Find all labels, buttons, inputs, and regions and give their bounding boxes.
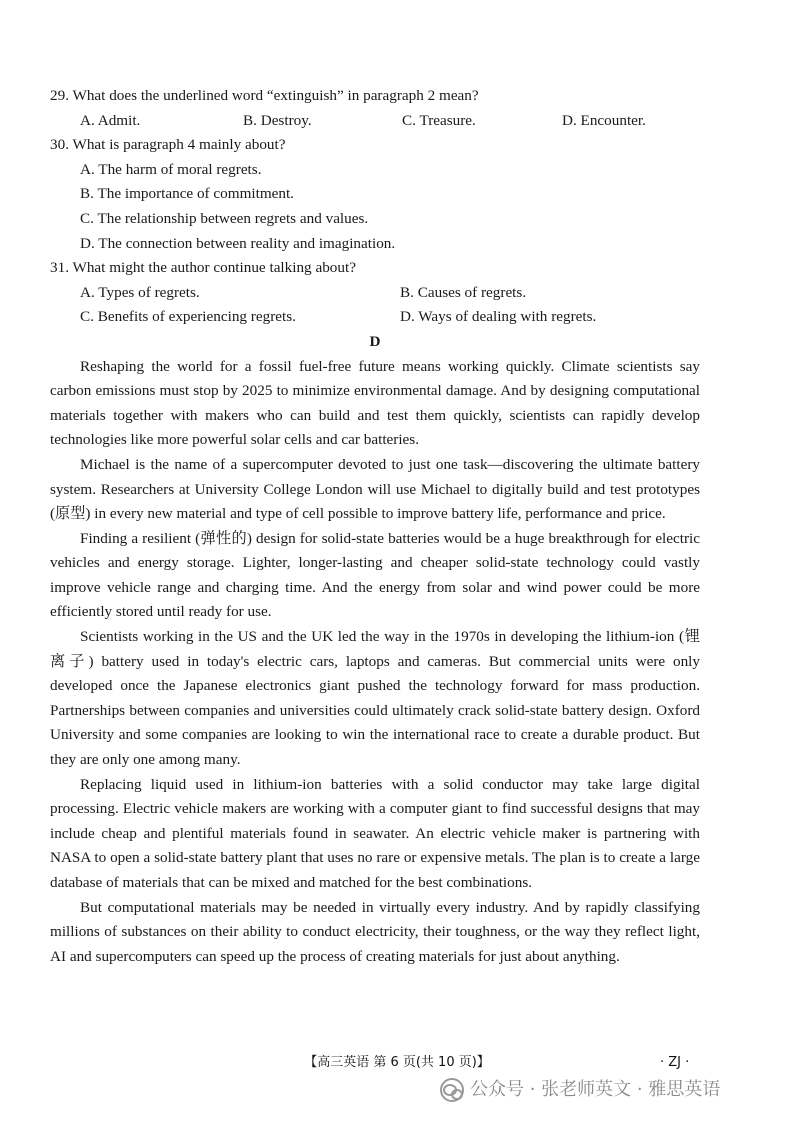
question-31-options-row-1	[50, 281, 700, 306]
q29-option-a: A. Admit.	[80, 111, 141, 129]
passage-paragraph-1: Reshaping the world for a fossil fuel-free future means working quickly. Climate scientists say carbon emissions must stop by 2025 to minimize environmental damage. And by designing computational materials together with makers who can build and test them quickly, scientists can rapidly develop technologies like more powerful solar cells and car batteries.	[50, 357, 700, 449]
q29-option-b: B. Destroy.	[243, 111, 312, 129]
q30-option-d: D. The connection between reality and imagination.	[80, 234, 396, 252]
passage-paragraph-5: Replacing liquid used in lithium-ion batteries with a solid conductor may take large digital processing. Electric vehicle makers are working with a computer giant to find successful designs that may include cheap and plentiful materials found in seawater. An electric vehicle maker is partnering with NASA to open a solid-state battery plant that uses no rare or expensive metals. The plan is to create a large database of materials that can be mixed and matched for the best combinations.	[50, 775, 700, 891]
q30-option-b: B. The importance of commitment.	[80, 185, 294, 203]
passage-paragraph-2: Michael is the name of a supercomputer devoted to just one task—discovering the ultimate battery system. Researchers at University College London will use Michael to digitally build and test prototypes (原型) in every new material and type of cell possible to improve battery life, performance and price.	[50, 455, 700, 523]
section-label: D	[369, 332, 381, 350]
footer-code: · ZJ ·	[660, 1055, 690, 1070]
passage-paragraph-4: Scientists working in the US and the UK led the way in the 1970s in developing the lithium-ion (锂离子) battery used in today's electric cars, laptops and cameras. But commercial units were only developed once the Japanese electronics giant pushed the technology forward for mass production. Partnerships between companies and universities could ultimately crack solid-state battery design. Oxford University and some companies are looking to win the international race to create a durable product. But they are only one among many.	[50, 628, 700, 769]
q31-option-c: C. Benefits of experiencing regrets.	[80, 308, 296, 326]
passage-paragraph-6: But computational materials may be needed in virtually every industry. And by rapidly classifying millions of substances on their ability to conduct electricity, their toughness, or the way they reflect light, AI and supercomputers can speed up the process of creating materials for just about anything.	[50, 898, 700, 965]
question-29-options	[50, 109, 700, 134]
q31-option-a: A. Types of regrets.	[80, 283, 200, 301]
watermark	[440, 1078, 720, 1103]
wechat-icon	[440, 1078, 464, 1102]
q31-option-b: B. Causes of regrets.	[400, 283, 527, 301]
page-content	[50, 84, 700, 969]
passage-paragraph-3: Finding a resilient (弹性的) design for solid-state batteries would be a huge breakthrough for electric vehicles and energy storage. Lighter, longer-lasting and cheaper solid-state technology could vastly improve vehicle range and charging time. And the energy from solar and wind power could be more efficiently stored until ready for use.	[50, 529, 700, 621]
page-footer: 【高三英语 第 6 页(共 10 页)】	[304, 1055, 490, 1070]
q30-option-a: A. The harm of moral regrets.	[80, 160, 262, 178]
question-31-stem: 31. What might the author continue talking about?	[50, 259, 356, 277]
question-30-stem: 30. What is paragraph 4 mainly about?	[50, 136, 286, 154]
q31-option-d: D. Ways of dealing with regrets.	[400, 308, 597, 326]
q29-option-d: D. Encounter.	[562, 111, 646, 129]
watermark-text: 公众号 · 张老师英文 · 雅思英语	[470, 1079, 721, 1100]
question-31-options-row-2	[50, 305, 700, 330]
q30-option-c: C. The relationship between regrets and values.	[80, 209, 369, 227]
question-29-stem: 29. What does the underlined word “extinguish” in paragraph 2 mean?	[50, 87, 479, 104]
q29-option-c: C. Treasure.	[402, 111, 476, 129]
